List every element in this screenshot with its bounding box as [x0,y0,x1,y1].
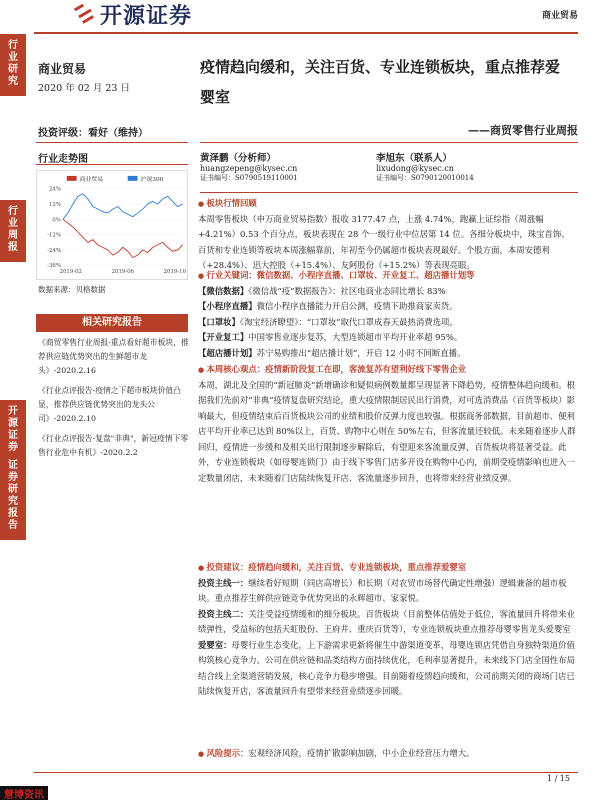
side-tab-research: 行 业 研 究 [0,34,26,96]
company-logo [72,0,192,28]
investment-item: 投资主线二：关注受益疫情缓和的细分板块。百货板块（目前整体估值处于低位，客流量回升将带来业绩弹性，受益标的包括天虹股份、王府井、重庆百货等），专业连锁板块重点推荐母婴零售龙头爱婴室 [198,608,575,634]
related-item[interactable]: 《商贸零售行业周报-重点看好超市板块，推荐供应链优势突出的生鲜超市龙头》-2020.2.16 [38,338,189,375]
investment-item: 投资主线一：继续看好短期（同店高增长）和长期（对农贸市场替代确定性增强）逻辑兼备的超市板块。重点推荐生鲜供应链竞争优势突出的永辉超市、家家悦。 [198,577,567,603]
analyst-cert: 证书编号：S0790519110001 [200,174,298,182]
header-sector: 商业贸易 [541,11,578,21]
legend-swatch [67,176,77,181]
analyst-card [200,150,298,183]
analyst-email[interactable]: huangzepeng@kysec.cn [200,164,298,173]
section-core-view [198,362,576,486]
report-subtitle: ——商贸零售行业周报 [468,124,578,137]
analyst-rule [200,192,578,193]
section-keywords [198,268,576,361]
sector-label: 商业贸易 [38,62,87,76]
header-divider [34,32,578,34]
x-tick-label: 2019-02 [59,269,82,276]
paragraph: 本周，湖北及全国的“新冠肺炎”新增确诊和疑似病例数量都呈现显著下降趋势，疫情整体趋向缓和。根据我们先前对“非典”疫情复盘研究结论，重大疫情限制居民出行消费，对可选消费品（百货等板块）影响最大，但疫情结束后百货板块公司的业绩和股价反弹力度也较强。根据商务部数据，目前超市、便利店平均开业率已达到 80%以上，百货、购物中心则在 50%左右，但客流量还较低。未来随着逐步人群回归，疫情进一步缓和及相关出行限制逐步解除后，有望迎来客流量反弹，百货板块将显著受益。此外，专业连锁板块（如母婴连锁门）由于线下零售门店多开设在购物中心内，前期受疫情影响也进入一定数量闭店，未来随着门店陆续恢复开店、客流量逐步回升，也将带来经营业绩反弹。 [198,379,576,483]
analyst-name: 黄泽鹏（分析师） [200,153,277,164]
legend-label: 商业贸易 [79,176,104,183]
side-tab-weekly: 行 业 周 报 [0,200,26,262]
investment-rating: 投资评级：看好（维持） [38,128,148,139]
section-heading: ● 行业关键词：微信数据、小程序直播、口罩妆、开业复工、超店播计划等 [198,268,576,284]
page-number: 1 / 15 [546,774,570,783]
section-investment [198,560,576,700]
report-date: 2020 年 02 月 23 日 [38,83,130,94]
analyst-cert: 证书编号：S0790120010014 [376,174,474,182]
analyst-name: 李旭东（联系人） [376,153,453,164]
rating-rule [36,142,188,143]
x-tick-label: 2019-06 [111,269,135,276]
section-heading: ● 投资建议：疫情趋向缓和，关注百货、专业连锁板块，重点推荐爱婴室 [198,560,576,576]
logo-mark-icon [72,3,96,25]
x-tick-label: 2019-10 [163,269,187,276]
keyword-item: 【开业复工】中国零售业逐步复苏，大型连锁超市平均开业率超 95%。 [198,332,463,342]
trend-heading: 行业走势图 [38,154,88,165]
investment-item: 爱婴室：母婴行业生态变化，上下游需求更新将催生中游渠道变革，母婴连锁店凭借自身独特渠道价值构筑核心竞争力。公司在供应链和品类结构方面持续优化，毛利率显著提升，未来线下门店全国性布局结合线上全渠道营销发展，核心竞争力稳步增强。目前随着疫情趋向缓和，公司前期关闭的商场门店已陆续恢复开店，客流量回升有望带来经营业绩逐步回暖。 [198,639,575,696]
keyword-item: 【微信数据】《微信战“疫”数据报告》：社区电商业态同比增长 83% [198,285,446,296]
watermark: 慧博资讯 [0,786,48,800]
risk-text: 宏观经济风险，疫情扩散影响加剧，中小企业经营压力增大。 [248,748,475,758]
legend-label: 沪深300 [140,176,164,183]
legend-swatch [128,176,138,181]
keyword-item: 【口罩妆】《淘宝经济瞭望》：“口罩妆”取代口罩成春天最热消费选项。 [198,316,458,327]
report-title: 疫情趋向缓和，关注百货、专业连锁板块，重点推荐爱婴室 [200,58,561,106]
trend-rule [36,164,188,165]
section-heading: ● 板块行情回顾 [198,196,576,212]
keyword-item: 【超店播计划】苏宁易购推出“超店播计划”，开启 12 小时不间断直播。 [198,347,466,358]
chart-source: 数据来源：贝格数据 [38,285,106,294]
y-tick-label: 24% [48,186,61,193]
side-tab-report: 开 源 证 券 证 券 研 究 报 告 [0,400,26,540]
section-review [198,196,576,274]
series-line [63,219,183,257]
footer-divider [34,772,578,773]
section-heading: ● 本周核心观点：疫情新阶段复工在即，客流复苏有望利好线下零售企业 [198,362,576,378]
y-tick-label: 12% [48,201,61,208]
paragraph: 本周零售板块（申万商业贸易指数）报收 3177.47 点，上涨 4.74%，跑赢上证综指（周涨幅+4.21%）0.53 个百分点，板块表现在 28 个一级行业中位居第 14 位。各细分板块中，珠宝首饰、百货和专业连锁等板块本周涨幅靠前，年初至今仍属超市板块表现最好。个股方面，本周安德利（+28.4%）、迅大控股（+15.4%）、友阿股份（+15.2%）等表现亮眼。 [198,213,570,270]
keyword-item: 【小程序直播】微信小程序直播能力开启公测，疫情下助推商家卖货。 [198,301,458,311]
series-line [63,194,183,220]
y-tick-label: -36% [47,263,61,270]
logo-text: 开源证券 [100,3,193,29]
y-tick-label: -12% [47,232,61,239]
title-rule [200,142,578,143]
related-item[interactable]: 《行业点评报告-复盘"非典"，新冠疫情下零售行业危中有机》-2020.2.2 [38,434,189,457]
analyst-card [376,150,474,183]
related-item[interactable]: 《行业点评报告-疫情之下超市板块价值凸显，推荐供应链优势突出的龙头公司》-2020.2.10 [38,386,181,423]
related-heading: 相关研究报告 [36,314,188,332]
section-heading: ● 风险提示： [198,748,248,758]
trend-chart [36,170,188,280]
y-tick-label: 0% [52,217,61,224]
analyst-email[interactable]: lixudong@kysec.cn [376,164,454,173]
y-tick-label: -24% [47,247,61,254]
section-risk [198,746,576,762]
